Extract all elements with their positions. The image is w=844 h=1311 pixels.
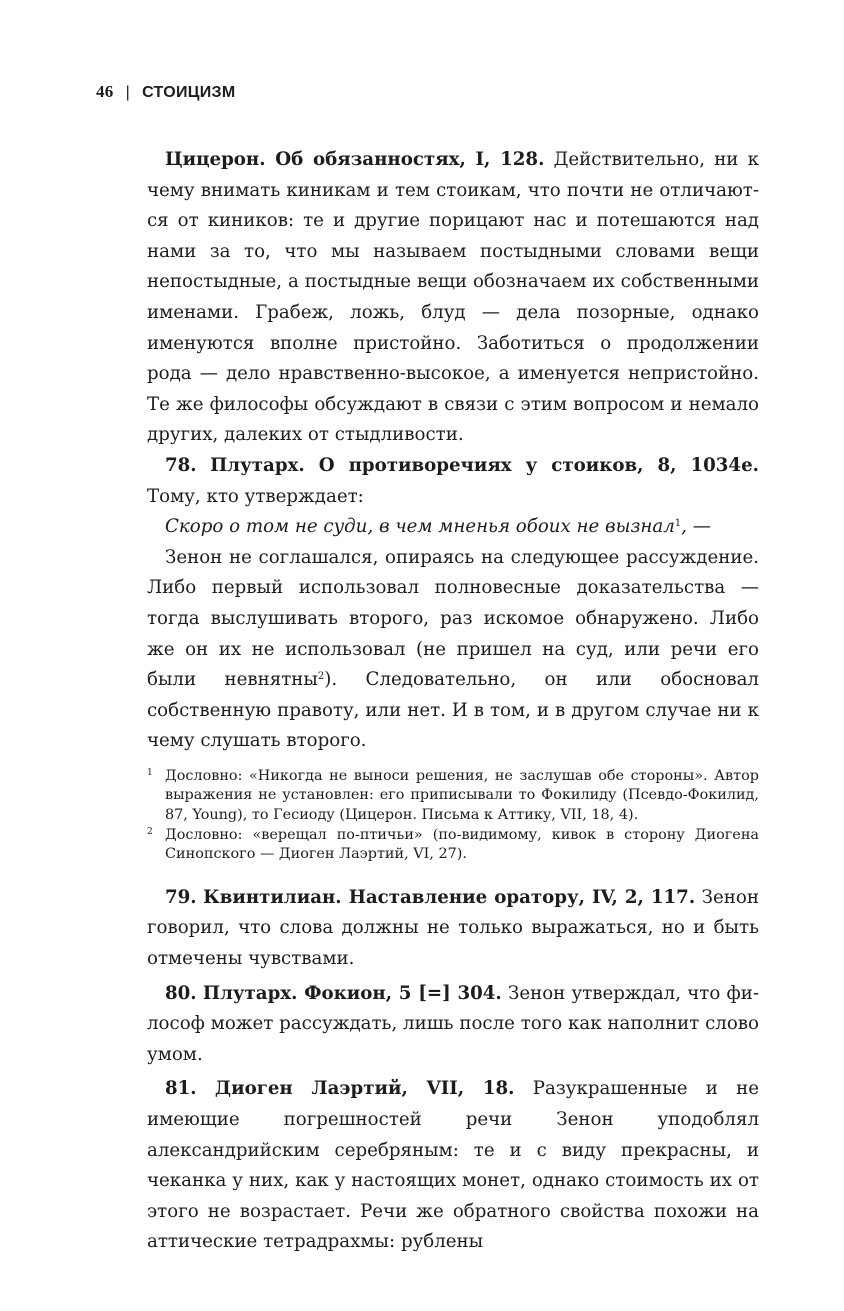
page-body	[147, 145, 759, 1258]
entry-78	[147, 451, 759, 512]
section-title: СТОИЦИЗМ	[142, 84, 236, 101]
footnotes	[147, 767, 759, 865]
entry-text: Действительно, ни к чему внимать киникам и тем стоикам, что почти не отличаются от киников: те и другие порицают нас и потешаются над нами за то, что мы называем постыдными словами вещи непостыдные, а постыдные вещи обозначаем их собственными именами. Грабеж, ложь, блуд — дела позорные, однако именуются вполне пристойно. Заботиться о продолжении рода — дело нравственно-высокое, а именуется непристойно. Те же философы обсуждают в связи с этим вопросом и немало других, далеких от стыдливости.	[147, 149, 759, 446]
entry-source: Цицерон. Об обязанностях, I, 128.	[165, 149, 545, 170]
entry-cicero	[147, 145, 759, 451]
entry-text: Зенон говорил, что слова должны не только выражаться, но и быть отмечены чувствами.	[147, 886, 759, 970]
footnote-2	[147, 826, 759, 865]
quote-text: Скоро о том не суди, в чем мненья обоих не вызнал	[165, 516, 675, 538]
entry-number: 79.	[165, 886, 197, 908]
entry-number: 81.	[165, 1078, 197, 1100]
entry-number: 80.	[165, 982, 197, 1004]
quote-tail: , —	[681, 516, 711, 538]
entry-78-continuation	[147, 543, 759, 757]
entry-text: Зенон утверждал, что философ может рассуждать, лишь после того как наполнит слово умом.	[147, 982, 759, 1065]
entry-source: Плутарх. О противоречиях у стоиков, 8, 1034e.	[210, 454, 759, 476]
entry-source: Плутарх. Фокион, 5 [=] 304.	[202, 982, 502, 1004]
running-head	[96, 82, 236, 102]
entry-81	[147, 1074, 759, 1258]
footnote-ref-1: 1	[674, 518, 682, 530]
entry-text-tail: ). Следовательно, он или обосновал собственную правоту, или нет. И в том, и в другом случае ни к чему слушать второго.	[147, 669, 759, 752]
entry-text: Тому, кто утверждает:	[147, 485, 364, 507]
entry-text: Разукрашенные и не имеющие погрешностей речи Зенон уподоблял александрийским серебряным: те и с виду прекрасны, и чеканка у них, как у настоящих монет, однако стоимость их от этого не возрастает. Речи же обратного свойства похожи на аттические тетрадрахмы: рублены	[147, 1078, 759, 1253]
footnote-text: Дословно: «верещал по-птичьи» (по-видимому, кивок в сторону Диогена Синопского — Диоген Лаэртий, VI, 27).	[165, 826, 759, 863]
footnote-ref-2: 2	[317, 671, 325, 683]
verse-quote	[147, 512, 759, 543]
header-separator: |	[125, 84, 131, 101]
footnote-1	[147, 767, 759, 826]
page-number: 46	[96, 82, 114, 101]
footnote-mark: 1	[147, 767, 153, 778]
entry-number: 78.	[165, 454, 197, 476]
footnote-mark: 2	[147, 826, 153, 837]
entry-source: Диоген Лаэртий, VII, 18.	[214, 1078, 515, 1100]
entry-source: Квинтилиан. Наставление оратору, IV, 2, 117.	[203, 886, 696, 908]
entry-79	[147, 883, 759, 975]
entry-text: Зенон не соглашался, опираясь на следующее рассуждение. Либо первый использовал полновесные доказательства — тогда выслушивать второго, раз искомое обнаружено. Либо же он их не использовал (не пришел на суд, или речи его были невнятны	[147, 546, 759, 691]
entry-80	[147, 979, 759, 1071]
footnote-text: Дословно: «Никогда не выноси решения, не заслушав обе стороны». Автор выражения не установлен: его приписывали то Фокилиду (Псевдо-Фокилид, 87, Young), то Гесиоду (Цицерон. Письма к Аттику, VII, 18, 4).	[165, 767, 759, 824]
